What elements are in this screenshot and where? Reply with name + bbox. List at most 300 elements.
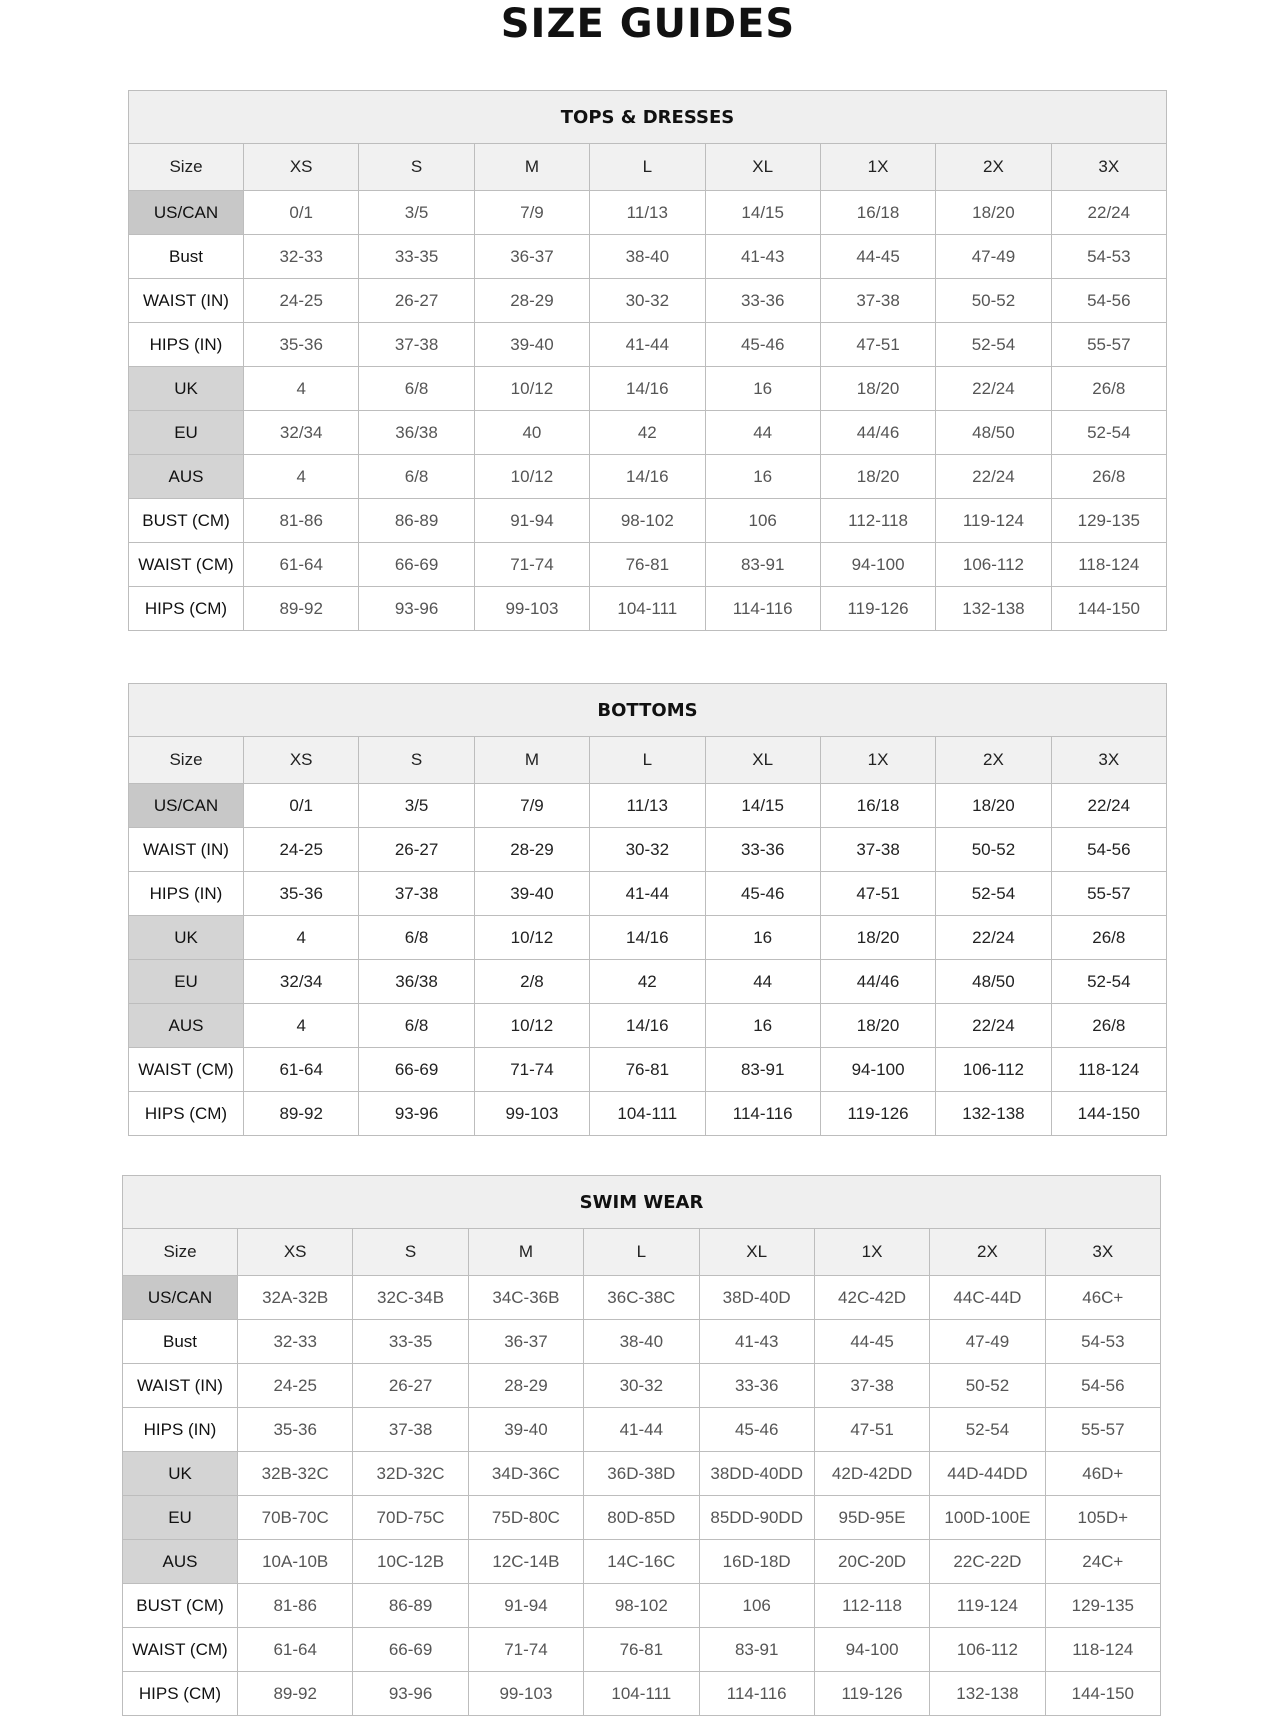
size-value-cell: 14/15 xyxy=(705,784,820,828)
size-header-row xyxy=(129,737,1167,784)
size-value-cell: 42 xyxy=(590,411,705,455)
size-value-cell: 66-69 xyxy=(359,543,474,587)
size-value-cell: 37-38 xyxy=(820,828,935,872)
size-value-cell: 26-27 xyxy=(353,1364,468,1408)
size-value-cell: 132-138 xyxy=(936,587,1051,631)
row-label: HIPS (IN) xyxy=(123,1408,238,1452)
size-value-cell: 24-25 xyxy=(244,828,359,872)
size-header-cell: XS xyxy=(244,737,359,784)
size-value-cell: 3/5 xyxy=(359,191,474,235)
size-value-cell: 144-150 xyxy=(1045,1672,1160,1716)
size-value-cell: 52-54 xyxy=(930,1408,1045,1452)
size-value-cell: 36C-38C xyxy=(584,1276,699,1320)
size-value-cell: 14C-16C xyxy=(584,1540,699,1584)
size-value-cell: 18/20 xyxy=(820,455,935,499)
size-value-cell: 75D-80C xyxy=(468,1496,583,1540)
size-value-cell: 44 xyxy=(705,411,820,455)
size-value-cell: 47-51 xyxy=(820,323,935,367)
size-value-cell: 38-40 xyxy=(584,1320,699,1364)
size-value-cell: 41-43 xyxy=(699,1320,814,1364)
table-row xyxy=(123,1364,1161,1408)
size-value-cell: 66-69 xyxy=(353,1628,468,1672)
table-row xyxy=(129,367,1167,411)
size-value-cell: 24C+ xyxy=(1045,1540,1160,1584)
size-value-cell: 45-46 xyxy=(705,872,820,916)
size-value-cell: 16 xyxy=(705,367,820,411)
size-value-cell: 70B-70C xyxy=(238,1496,353,1540)
size-value-cell: 18/20 xyxy=(820,916,935,960)
size-value-cell: 41-44 xyxy=(584,1408,699,1452)
size-value-cell: 2/8 xyxy=(474,960,589,1004)
table-row xyxy=(129,1092,1167,1136)
size-header-cell: 2X xyxy=(936,144,1051,191)
size-header-cell: S xyxy=(359,737,474,784)
size-value-cell: 41-44 xyxy=(590,872,705,916)
size-value-cell: 45-46 xyxy=(699,1408,814,1452)
table-row xyxy=(129,587,1167,631)
size-value-cell: 76-81 xyxy=(590,543,705,587)
size-value-cell: 76-81 xyxy=(590,1048,705,1092)
row-label: EU xyxy=(129,960,244,1004)
size-value-cell: 28-29 xyxy=(474,279,589,323)
size-header-cell: L xyxy=(590,144,705,191)
size-value-cell: 81-86 xyxy=(244,499,359,543)
size-header-cell: S xyxy=(353,1229,468,1276)
size-value-cell: 36/38 xyxy=(359,411,474,455)
table-row xyxy=(129,499,1167,543)
size-header-cell: XL xyxy=(705,737,820,784)
size-header-cell: S xyxy=(359,144,474,191)
table-row xyxy=(129,784,1167,828)
size-value-cell: 10/12 xyxy=(474,455,589,499)
size-header-cell: 2X xyxy=(936,737,1051,784)
size-value-cell: 10/12 xyxy=(474,916,589,960)
size-value-cell: 4 xyxy=(244,367,359,411)
size-header-cell: 3X xyxy=(1051,737,1166,784)
size-value-cell: 37-38 xyxy=(359,872,474,916)
row-label: UK xyxy=(129,916,244,960)
size-value-cell: 61-64 xyxy=(244,1048,359,1092)
size-value-cell: 61-64 xyxy=(238,1628,353,1672)
size-value-cell: 11/13 xyxy=(590,784,705,828)
size-value-cell: 83-91 xyxy=(699,1628,814,1672)
row-label: WAIST (IN) xyxy=(129,828,244,872)
size-value-cell: 86-89 xyxy=(359,499,474,543)
size-header-label: Size xyxy=(129,737,244,784)
table-row xyxy=(129,411,1167,455)
size-value-cell: 6/8 xyxy=(359,916,474,960)
size-value-cell: 99-103 xyxy=(474,587,589,631)
row-label: HIPS (CM) xyxy=(129,587,244,631)
size-value-cell: 52-54 xyxy=(1051,960,1166,1004)
size-value-cell: 47-49 xyxy=(936,235,1051,279)
size-value-cell: 47-49 xyxy=(930,1320,1045,1364)
size-value-cell: 85DD-90DD xyxy=(699,1496,814,1540)
size-value-cell: 22/24 xyxy=(1051,784,1166,828)
size-value-cell: 106 xyxy=(699,1584,814,1628)
size-value-cell: 106-112 xyxy=(930,1628,1045,1672)
size-value-cell: 26-27 xyxy=(359,279,474,323)
size-value-cell: 35-36 xyxy=(244,323,359,367)
size-value-cell: 32/34 xyxy=(244,411,359,455)
size-value-cell: 36-37 xyxy=(468,1320,583,1364)
size-value-cell: 10C-12B xyxy=(353,1540,468,1584)
size-value-cell: 118-124 xyxy=(1045,1628,1160,1672)
size-value-cell: 22/24 xyxy=(1051,191,1166,235)
size-value-cell: 34D-36C xyxy=(468,1452,583,1496)
size-value-cell: 28-29 xyxy=(468,1364,583,1408)
size-value-cell: 44C-44D xyxy=(930,1276,1045,1320)
size-value-cell: 144-150 xyxy=(1051,1092,1166,1136)
row-label: UK xyxy=(123,1452,238,1496)
size-value-cell: 10A-10B xyxy=(238,1540,353,1584)
row-label: US/CAN xyxy=(129,191,244,235)
size-header-cell: L xyxy=(590,737,705,784)
size-value-cell: 83-91 xyxy=(705,1048,820,1092)
size-value-cell: 42D-42DD xyxy=(814,1452,929,1496)
size-value-cell: 18/20 xyxy=(936,784,1051,828)
size-value-cell: 32C-34B xyxy=(353,1276,468,1320)
size-value-cell: 94-100 xyxy=(820,543,935,587)
size-value-cell: 71-74 xyxy=(474,543,589,587)
size-value-cell: 28-29 xyxy=(474,828,589,872)
row-label: HIPS (CM) xyxy=(129,1092,244,1136)
size-value-cell: 30-32 xyxy=(590,279,705,323)
size-value-cell: 4 xyxy=(244,1004,359,1048)
size-value-cell: 18/20 xyxy=(936,191,1051,235)
row-label: EU xyxy=(129,411,244,455)
row-label: WAIST (CM) xyxy=(129,543,244,587)
size-value-cell: 18/20 xyxy=(820,367,935,411)
size-value-cell: 86-89 xyxy=(353,1584,468,1628)
size-value-cell: 33-35 xyxy=(359,235,474,279)
size-value-cell: 47-51 xyxy=(820,872,935,916)
row-label: HIPS (IN) xyxy=(129,323,244,367)
row-label: US/CAN xyxy=(123,1276,238,1320)
size-value-cell: 6/8 xyxy=(359,1004,474,1048)
size-value-cell: 50-52 xyxy=(936,279,1051,323)
size-value-cell: 32-33 xyxy=(238,1320,353,1364)
row-label: BUST (CM) xyxy=(129,499,244,543)
size-value-cell: 93-96 xyxy=(353,1672,468,1716)
size-value-cell: 99-103 xyxy=(468,1672,583,1716)
size-value-cell: 94-100 xyxy=(820,1048,935,1092)
size-value-cell: 42C-42D xyxy=(814,1276,929,1320)
size-value-cell: 20C-20D xyxy=(814,1540,929,1584)
table-row xyxy=(129,191,1167,235)
size-value-cell: 41-43 xyxy=(705,235,820,279)
size-value-cell: 129-135 xyxy=(1045,1584,1160,1628)
size-value-cell: 24-25 xyxy=(244,279,359,323)
size-value-cell: 3/5 xyxy=(359,784,474,828)
table-row xyxy=(129,323,1167,367)
size-header-cell: 3X xyxy=(1045,1229,1160,1276)
size-value-cell: 45-46 xyxy=(705,323,820,367)
size-value-cell: 22/24 xyxy=(936,367,1051,411)
size-header-cell: L xyxy=(584,1229,699,1276)
size-value-cell: 22/24 xyxy=(936,1004,1051,1048)
table-row xyxy=(123,1540,1161,1584)
size-value-cell: 119-126 xyxy=(814,1672,929,1716)
size-value-cell: 44 xyxy=(705,960,820,1004)
size-value-cell: 119-124 xyxy=(936,499,1051,543)
row-label: Bust xyxy=(123,1320,238,1364)
size-value-cell: 22/24 xyxy=(936,455,1051,499)
size-value-cell: 129-135 xyxy=(1051,499,1166,543)
size-value-cell: 16 xyxy=(705,916,820,960)
size-value-cell: 7/9 xyxy=(474,191,589,235)
size-value-cell: 48/50 xyxy=(936,960,1051,1004)
table-row xyxy=(129,1048,1167,1092)
size-value-cell: 46D+ xyxy=(1045,1452,1160,1496)
size-header-cell: 2X xyxy=(930,1229,1045,1276)
size-value-cell: 114-116 xyxy=(705,587,820,631)
size-value-cell: 112-118 xyxy=(814,1584,929,1628)
size-value-cell: 0/1 xyxy=(244,784,359,828)
row-label: WAIST (IN) xyxy=(123,1364,238,1408)
size-value-cell: 40 xyxy=(474,411,589,455)
size-value-cell: 89-92 xyxy=(244,1092,359,1136)
size-value-cell: 24-25 xyxy=(238,1364,353,1408)
size-value-cell: 44-45 xyxy=(820,235,935,279)
size-header-cell: 3X xyxy=(1051,144,1166,191)
size-value-cell: 7/9 xyxy=(474,784,589,828)
size-header-row xyxy=(129,144,1167,191)
size-value-cell: 55-57 xyxy=(1051,872,1166,916)
size-value-cell: 54-53 xyxy=(1051,235,1166,279)
size-value-cell: 33-36 xyxy=(705,828,820,872)
swim-wear-size-table xyxy=(122,1175,1161,1716)
size-value-cell: 104-111 xyxy=(590,587,705,631)
size-header-cell: XS xyxy=(238,1229,353,1276)
size-value-cell: 14/16 xyxy=(590,367,705,411)
size-value-cell: 35-36 xyxy=(244,872,359,916)
size-header-cell: M xyxy=(474,737,589,784)
size-value-cell: 52-54 xyxy=(1051,411,1166,455)
row-label: BUST (CM) xyxy=(123,1584,238,1628)
row-label: UK xyxy=(129,367,244,411)
row-label: EU xyxy=(123,1496,238,1540)
table-row xyxy=(123,1496,1161,1540)
table-row xyxy=(123,1628,1161,1672)
size-value-cell: 33-36 xyxy=(705,279,820,323)
table-row xyxy=(129,279,1167,323)
size-value-cell: 6/8 xyxy=(359,367,474,411)
size-value-cell: 14/16 xyxy=(590,455,705,499)
size-value-cell: 54-56 xyxy=(1051,828,1166,872)
size-value-cell: 16 xyxy=(705,1004,820,1048)
size-value-cell: 33-36 xyxy=(699,1364,814,1408)
size-header-cell: 1X xyxy=(814,1229,929,1276)
size-value-cell: 16 xyxy=(705,455,820,499)
bottoms-title: BOTTOMS xyxy=(129,684,1167,737)
size-value-cell: 76-81 xyxy=(584,1628,699,1672)
size-value-cell: 34C-36B xyxy=(468,1276,583,1320)
size-header-cell: XL xyxy=(699,1229,814,1276)
size-value-cell: 39-40 xyxy=(474,872,589,916)
size-value-cell: 112-118 xyxy=(820,499,935,543)
size-value-cell: 37-38 xyxy=(359,323,474,367)
size-value-cell: 36/38 xyxy=(359,960,474,1004)
size-value-cell: 52-54 xyxy=(936,872,1051,916)
size-value-cell: 119-126 xyxy=(820,1092,935,1136)
table-row xyxy=(123,1408,1161,1452)
size-value-cell: 42 xyxy=(590,960,705,1004)
size-value-cell: 100D-100E xyxy=(930,1496,1045,1540)
size-value-cell: 52-54 xyxy=(936,323,1051,367)
size-value-cell: 98-102 xyxy=(584,1584,699,1628)
size-value-cell: 26/8 xyxy=(1051,1004,1166,1048)
size-value-cell: 71-74 xyxy=(474,1048,589,1092)
row-label: Bust xyxy=(129,235,244,279)
size-value-cell: 37-38 xyxy=(814,1364,929,1408)
table-row xyxy=(129,960,1167,1004)
size-value-cell: 93-96 xyxy=(359,1092,474,1136)
table-row xyxy=(123,1672,1161,1716)
size-value-cell: 80D-85D xyxy=(584,1496,699,1540)
size-value-cell: 55-57 xyxy=(1051,323,1166,367)
size-value-cell: 16/18 xyxy=(820,191,935,235)
size-value-cell: 106 xyxy=(705,499,820,543)
size-value-cell: 114-116 xyxy=(705,1092,820,1136)
size-value-cell: 98-102 xyxy=(590,499,705,543)
row-label: AUS xyxy=(123,1540,238,1584)
size-value-cell: 0/1 xyxy=(244,191,359,235)
table-row xyxy=(129,828,1167,872)
size-value-cell: 30-32 xyxy=(590,828,705,872)
size-value-cell: 35-36 xyxy=(238,1408,353,1452)
size-value-cell: 26/8 xyxy=(1051,455,1166,499)
size-value-cell: 94-100 xyxy=(814,1628,929,1672)
size-value-cell: 38D-40D xyxy=(699,1276,814,1320)
size-value-cell: 4 xyxy=(244,916,359,960)
size-value-cell: 32-33 xyxy=(244,235,359,279)
row-label: HIPS (IN) xyxy=(129,872,244,916)
size-value-cell: 91-94 xyxy=(468,1584,583,1628)
size-value-cell: 14/15 xyxy=(705,191,820,235)
size-value-cell: 106-112 xyxy=(936,543,1051,587)
size-value-cell: 54-56 xyxy=(1045,1364,1160,1408)
size-value-cell: 26-27 xyxy=(359,828,474,872)
size-value-cell: 91-94 xyxy=(474,499,589,543)
size-value-cell: 83-91 xyxy=(705,543,820,587)
size-value-cell: 114-116 xyxy=(699,1672,814,1716)
row-label: HIPS (CM) xyxy=(123,1672,238,1716)
size-value-cell: 89-92 xyxy=(244,587,359,631)
size-header-cell: XL xyxy=(705,144,820,191)
table-row xyxy=(129,235,1167,279)
tops-dresses-size-table xyxy=(128,90,1167,631)
size-value-cell: 12C-14B xyxy=(468,1540,583,1584)
size-value-cell: 39-40 xyxy=(468,1408,583,1452)
size-value-cell: 32B-32C xyxy=(238,1452,353,1496)
row-label: WAIST (CM) xyxy=(129,1048,244,1092)
size-value-cell: 93-96 xyxy=(359,587,474,631)
size-value-cell: 14/16 xyxy=(590,916,705,960)
size-value-cell: 50-52 xyxy=(936,828,1051,872)
size-value-cell: 70D-75C xyxy=(353,1496,468,1540)
size-header-cell: XS xyxy=(244,144,359,191)
table-row xyxy=(123,1452,1161,1496)
table-row xyxy=(123,1276,1161,1320)
size-value-cell: 38-40 xyxy=(590,235,705,279)
size-value-cell: 44/46 xyxy=(820,960,935,1004)
size-value-cell: 36D-38D xyxy=(584,1452,699,1496)
table-row xyxy=(129,455,1167,499)
size-value-cell: 10/12 xyxy=(474,1004,589,1048)
size-value-cell: 119-124 xyxy=(930,1584,1045,1628)
size-value-cell: 26/8 xyxy=(1051,367,1166,411)
size-value-cell: 32D-32C xyxy=(353,1452,468,1496)
size-value-cell: 48/50 xyxy=(936,411,1051,455)
size-value-cell: 16/18 xyxy=(820,784,935,828)
table-row xyxy=(129,543,1167,587)
size-value-cell: 37-38 xyxy=(353,1408,468,1452)
size-value-cell: 71-74 xyxy=(468,1628,583,1672)
size-value-cell: 22C-22D xyxy=(930,1540,1045,1584)
size-header-cell: 1X xyxy=(820,144,935,191)
size-value-cell: 10/12 xyxy=(474,367,589,411)
size-value-cell: 95D-95E xyxy=(814,1496,929,1540)
size-value-cell: 33-35 xyxy=(353,1320,468,1364)
page-title: SIZE GUIDES xyxy=(500,1,796,47)
size-value-cell: 118-124 xyxy=(1051,1048,1166,1092)
size-value-cell: 14/16 xyxy=(590,1004,705,1048)
row-label: WAIST (CM) xyxy=(123,1628,238,1672)
size-value-cell: 6/8 xyxy=(359,455,474,499)
size-value-cell: 55-57 xyxy=(1045,1408,1160,1452)
size-value-cell: 105D+ xyxy=(1045,1496,1160,1540)
table-row xyxy=(129,872,1167,916)
size-value-cell: 61-64 xyxy=(244,543,359,587)
size-header-cell: 1X xyxy=(820,737,935,784)
size-value-cell: 18/20 xyxy=(820,1004,935,1048)
size-header-cell: M xyxy=(474,144,589,191)
size-value-cell: 26/8 xyxy=(1051,916,1166,960)
row-label: AUS xyxy=(129,1004,244,1048)
size-value-cell: 144-150 xyxy=(1051,587,1166,631)
size-value-cell: 54-53 xyxy=(1045,1320,1160,1364)
table-row xyxy=(129,1004,1167,1048)
size-value-cell: 81-86 xyxy=(238,1584,353,1628)
swim-wear-title: SWIM WEAR xyxy=(123,1176,1161,1229)
row-label: WAIST (IN) xyxy=(129,279,244,323)
size-value-cell: 36-37 xyxy=(474,235,589,279)
size-header-label: Size xyxy=(123,1229,238,1276)
size-value-cell: 118-124 xyxy=(1051,543,1166,587)
size-value-cell: 44D-44DD xyxy=(930,1452,1045,1496)
size-value-cell: 54-56 xyxy=(1051,279,1166,323)
table-row xyxy=(123,1320,1161,1364)
size-value-cell: 38DD-40DD xyxy=(699,1452,814,1496)
size-value-cell: 16D-18D xyxy=(699,1540,814,1584)
table-row xyxy=(129,916,1167,960)
size-value-cell: 4 xyxy=(244,455,359,499)
size-value-cell: 132-138 xyxy=(936,1092,1051,1136)
size-value-cell: 39-40 xyxy=(474,323,589,367)
size-value-cell: 41-44 xyxy=(590,323,705,367)
size-value-cell: 106-112 xyxy=(936,1048,1051,1092)
size-header-label: Size xyxy=(129,144,244,191)
size-value-cell: 104-111 xyxy=(584,1672,699,1716)
size-header-row xyxy=(123,1229,1161,1276)
size-value-cell: 104-111 xyxy=(590,1092,705,1136)
size-value-cell: 30-32 xyxy=(584,1364,699,1408)
size-value-cell: 47-51 xyxy=(814,1408,929,1452)
size-value-cell: 32A-32B xyxy=(238,1276,353,1320)
size-value-cell: 66-69 xyxy=(359,1048,474,1092)
bottoms-size-table xyxy=(128,683,1167,1136)
